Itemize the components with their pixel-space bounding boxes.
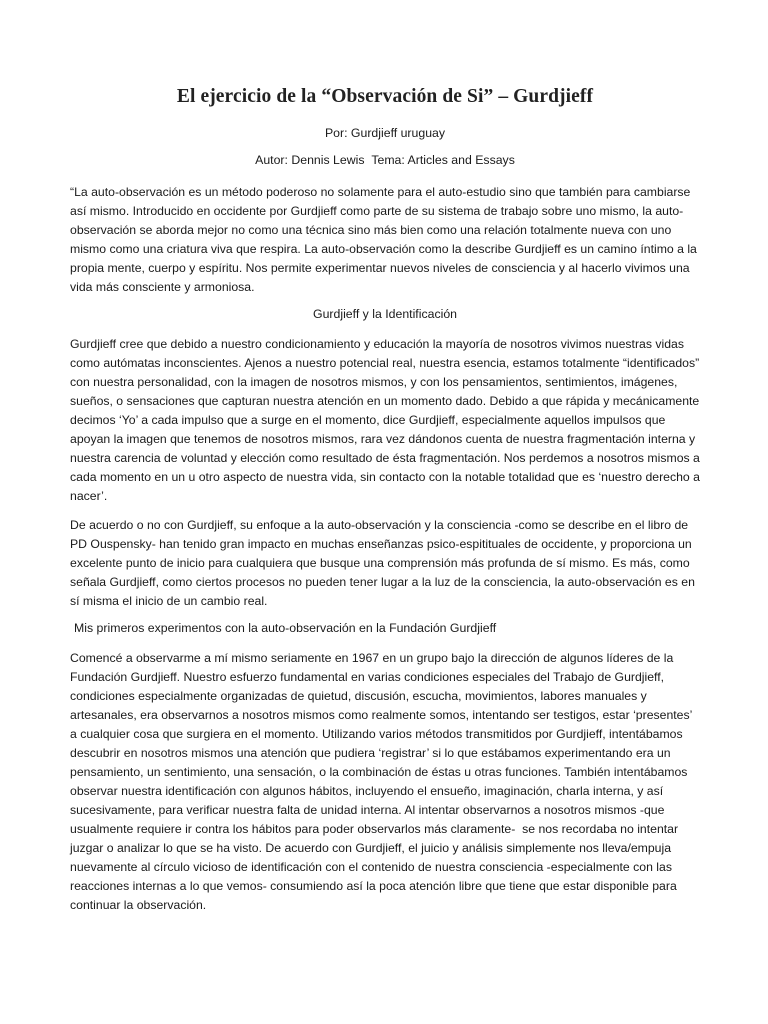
section-heading-identificacion: Gurdjieff y la Identificación xyxy=(313,307,457,321)
paragraph-experimentos: Comencé a observarme a mí mismo seriamente en 1967 en un grupo bajo la dirección de algunos líderes de la Fundación Gurdjieff. Nuestro esfuerzo fundamental en varias condiciones especiales del Trabajo de Gurdjieff, condiciones especialmente organizadas de quietud, discusión, escucha, movimientos, labores manuales y artesanales, era observarnos a nosotros mismos como realmente somos, intentando ser testigos, estar ‘presentes’ a cualquier cosa que surgiera en el momento. Utilizando varios métodos transmitidos por Gurdjieff, intentábamos descubrir en nosotros mismos una atención que pudiera ‘registrar’ si lo que estábamos experimentando era un pensamiento, un sentimiento, una sensación, o la combinación de éstas u otras funciones. También intentábamos observar nuestra identificación con algunos hábitos, incluyendo el ensueño, imaginación, charla interna, y así sucesivamente, para verificar nuestra falta de unidad interna. Al intentar observarnos a nosotros mismos -que usualmente requiere ir contra los hábitos para poder observarlos más claramente- se nos recordaba no intentar juzgar o analizar lo que se ha visto. De acuerdo con Gurdjieff, el juicio y análisis simplemente nos lleva/empuja nuevamente al círculo vicioso de identificación con el contenido de nuestra consciencia -especialmente con las reacciones internas a lo que vemos- consumiendo así la poca atención libre que tiene que estar disponible para continuar la observación. xyxy=(70,651,692,912)
paragraph-intro: “La auto-observación es un método poderoso no solamente para el auto-estudio sino que también para cambiarse así mismo. Introducido en occidente por Gurdjieff como parte de su sistema de trabajo sobre uno mismo, la auto-observación se aborda mejor no como una técnica sino más bien como una relación totalmente nueva con uno mismo como una criatura viva que respira. La auto-observación como la describe Gurdjieff es un camino íntimo a la propia mente, cuerpo y espíritu. Nos permite experimentar nuevos niveles de consciencia y al hacerlo vivimos una vida más consciente y armoniosa. xyxy=(70,185,697,294)
byline: Por: Gurdjieff uruguay xyxy=(324,126,446,140)
author-topic-line: Autor: Dennis Lewis Tema: Articles and Essays xyxy=(255,153,515,167)
section-heading-primeros-experimentos: Mis primeros experimentos con la auto-observación en la Fundación Gurdjieff xyxy=(74,621,497,635)
document-page xyxy=(70,86,700,925)
document-title: El ejercicio de la “Observación de Si” – Gurdjieff xyxy=(176,86,594,107)
paragraph-identificacion: Gurdjieff cree que debido a nuestro condicionamiento y educación la mayoría de nosotros vivimos nuestras vidas como autómatas inconscientes. Ajenos a nuestro potencial real, nuestra esencia, estamos totalmente “identificados” con nuestra personalidad, con la imagen de nosotros mismos, y con los pensamientos, sentimientos, imágenes, sueños, o sensaciones que capturan nuestra atención en un momento dado. Debido a que rápida y mecánicamente decimos ‘Yo’ a cada impulso que a surge en el momento, dice Gurdjieff, especialmente aquellos impulsos que apoyan la imagen que tenemos de nosotros mismos, rara vez dándonos cuenta de nuestra fragmentación interna y nuestra carencia de voluntad y elección como resultado de ésta fragmentación. Nos perdemos a nosotros mismos a cada momento en un u otro aspecto de nuestra vida, sin contacto con la notable totalidad que es ‘nuestro derecho a nacer’. xyxy=(70,337,700,503)
paragraph-ouspensky: De acuerdo o no con Gurdjieff, su enfoque a la auto-observación y la consciencia -como se describe en el libro de PD Ouspensky- han tenido gran impacto en muchas enseñanzas psico-espitituales de occidente, y proporciona un excelente punto de inicio para cualquiera que busque una comprensión más profunda de sí mismo. Es más, como señala Gurdjieff, como ciertos procesos no pueden tener lugar a la luz de la consciencia, la auto-observación es en sí misma el inicio de un cambio real. xyxy=(70,518,695,608)
